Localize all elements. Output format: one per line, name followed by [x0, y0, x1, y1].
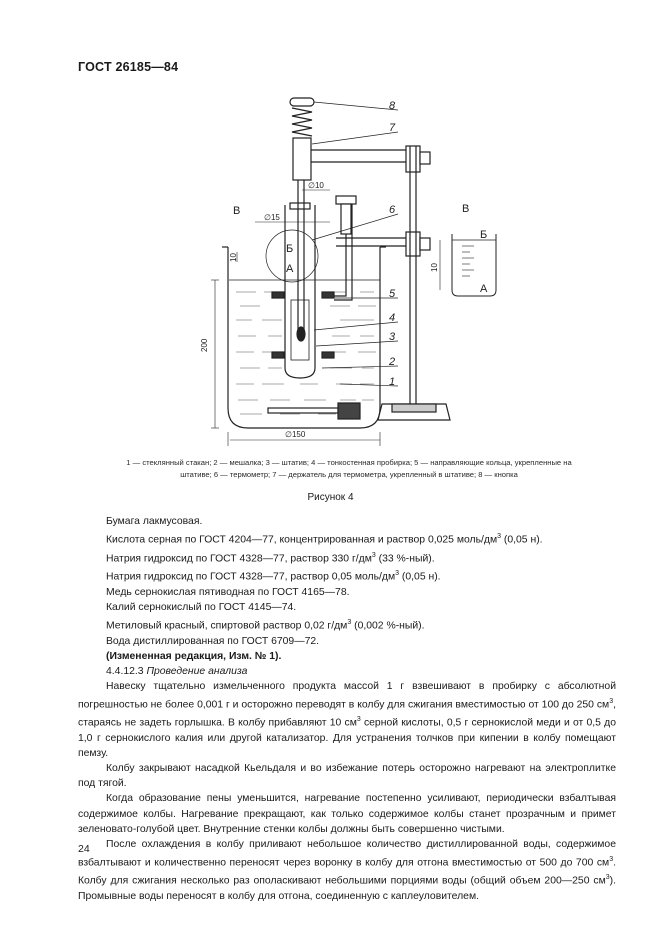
detail-label: В — [233, 205, 241, 217]
dim-h200: 200 — [200, 338, 209, 352]
callout-6: 6 — [389, 204, 396, 216]
paragraph: После охлаждения в колбу приливают небольшое количество дистиллированной воды, содержимое взбалтывают и количественно переносят через воронку в колбу для отгона вместимостью от 500 до 700 $см^3$. Колбу для сжигания несколько раз ополаскивают небольшими порциями воды (общий объем 200—250 $см^3$). Промывные воды переносят в колбу для отгона, соединенную с каплеуловителем. — [78, 838, 616, 902]
reagent-line: Калий сернокислый по ГОСТ 4145—74. — [106, 601, 297, 613]
liquid-hatching — [236, 292, 376, 414]
inset-title: В — [462, 203, 470, 215]
document-header: ГОСТ 26185—84 — [78, 60, 179, 74]
paragraph: Когда образование пены уменьшится, нагревание постепенно усиливают, периодически взбалтывая содержимое колбы. Нагревание прекращают, как только содержимое колбы станет прозрачным и примет зеленовато-голубой цвет. Внутренние стенки колбы должны быть совершенно чистыми. — [78, 793, 616, 835]
callout-5: 5 — [389, 288, 396, 300]
paragraph: Навеску тщательно измельченного продукта массой 1 г взвешивают в пробирку с абсолютной погрешностью не более 0,001 г и осторожно переводят в колбу для сжигания вместимостью от 100 до 250 $см^3$, стараясь не задеть горлышка. В колбу прибавляют 10 $см^3$ серной кислоты, 0,5 г сернокислой меди и от 0,5 до 1,0 г сернокислого калия или другой катализатор. Для устранения толчков при кипении в колбу помещают пемзу. — [78, 680, 616, 760]
paragraph: Колбу закрывают насадкой Кьельдаля и во избежание потерь осторожно нагревают на электроплитке под тягой. — [78, 763, 616, 790]
dim-h10: 10 — [229, 253, 238, 262]
dim-d150: ∅150 — [285, 430, 306, 439]
callout-8: 8 — [389, 100, 396, 112]
dim-d15: ∅15 — [264, 213, 280, 222]
mark-b: Б — [286, 243, 294, 255]
amendment-note: (Измененная редакция, Изм. № 1). — [106, 650, 282, 662]
reagent-line: Натрия гидроксид по ГОСТ 4328—77, раствор 330 $г/дм^3$ (33 %-ный). — [106, 551, 435, 565]
reagent-line: Медь сернокислая пятиводная по ГОСТ 4165—78. — [106, 586, 350, 598]
inset-mark-b: Б — [480, 229, 488, 241]
page-number: 24 — [78, 843, 90, 855]
dim-d10: ∅10 — [308, 181, 324, 190]
apparatus-drawing — [0, 0, 661, 460]
figure-title: Рисунок 4 — [307, 492, 354, 503]
reagent-line: Кислота серная по ГОСТ 4204—77, концентрированная и раствор 0,025 моль/$дм^3$ (0,05 н). — [106, 533, 543, 546]
reagent-line: Вода дистиллированная по ГОСТ 6709—72. — [106, 635, 320, 647]
inset-dim: 10 — [430, 263, 439, 272]
reagent-line: Метиловый красный, спиртовой раствор 0,02 $г/дм^3$ (0,002 %-ный). — [106, 618, 425, 632]
callout-7: 7 — [389, 122, 396, 134]
reagent-line: Натрия гидроксид по ГОСТ 4328—77, раствор 0,05 моль/$дм^3$ (0,05 н). — [106, 570, 441, 583]
callout-4: 4 — [389, 312, 396, 324]
figure-legend — [84, 457, 614, 481]
callout-2: 2 — [389, 356, 396, 368]
mark-a: А — [286, 263, 294, 275]
figure-legend-line: 1 — стеклянный стакан; 2 — мешалка; 3 — штатив; 4 — тонкостенная пробирка; 5 — направляющие кольца, укрепленные на — [126, 458, 572, 467]
section-heading: 4.4.12.3 Проведение анализа — [106, 665, 248, 677]
figure-legend-line: штативе; 6 — термометр; 7 — держатель для термометра, укрепленный в штативе; 8 — кнопка — [180, 470, 518, 479]
callout-1: 1 — [389, 376, 396, 388]
inset-mark-a: А — [480, 283, 488, 295]
reagent-line: Бумага лакмусовая. — [106, 516, 203, 527]
document-body — [78, 514, 616, 904]
callout-3: 3 — [389, 331, 396, 343]
